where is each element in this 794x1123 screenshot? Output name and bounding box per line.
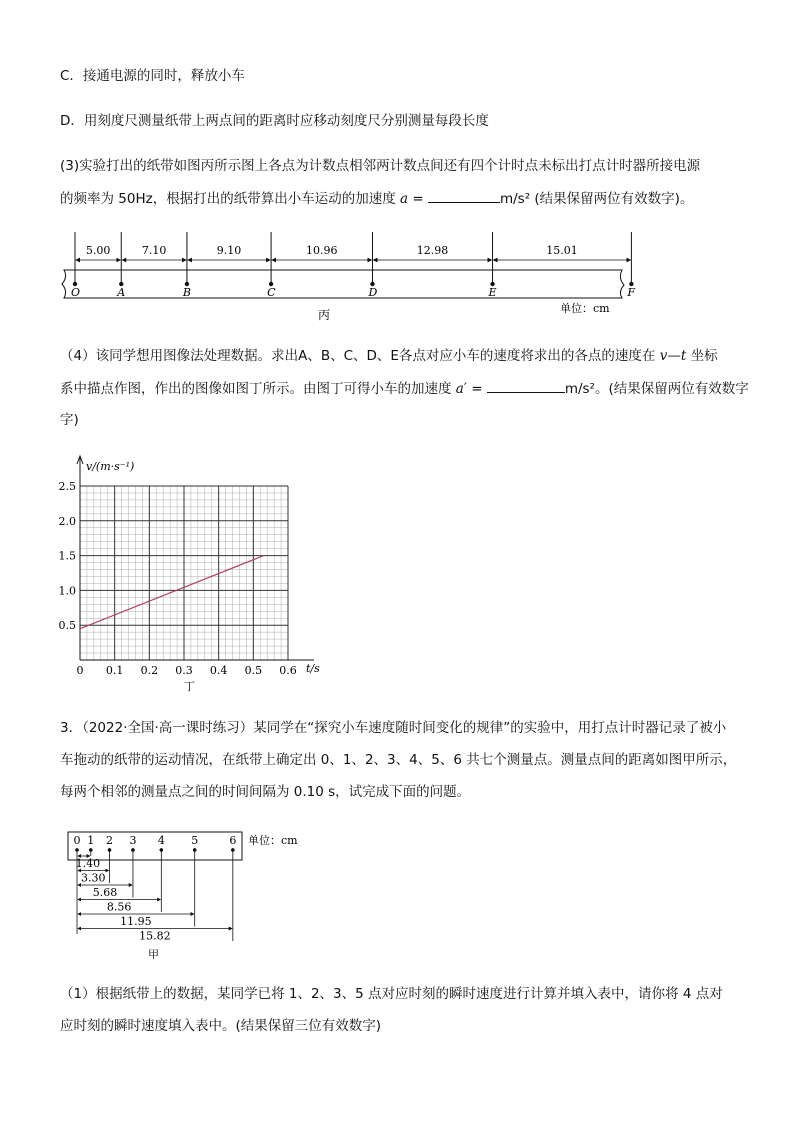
tape-segment-label: 9.10	[216, 244, 242, 257]
x-axis-label: t/s	[306, 662, 320, 675]
tape2-distance-label: 8.56	[106, 900, 132, 914]
q3-line2-post: m/s² (结果保留两位有效数字)。	[499, 191, 694, 207]
tape-figure-bing	[58, 226, 638, 326]
tape-figure-jia	[60, 826, 320, 966]
answer-blank-a[interactable]	[428, 188, 500, 203]
tape-unit: 单位：cm	[560, 302, 610, 315]
tape2-point-label: 5	[191, 834, 199, 847]
tape2-point-label: 4	[157, 834, 165, 847]
tape2-dot	[89, 848, 93, 852]
q4-line1-pre: （4）该同学想用图像法处理数据。求出A、B、C、D、E各点对应小车的速度将求出的各点的速度在	[60, 348, 660, 364]
q5-line1: 3．（2022·全国·高一课时练习）某同学在“探究小车速度随时间变化的规律”的实验中，用打点计时器记录了被小	[60, 720, 727, 736]
x-tick-label: 0.4	[209, 664, 228, 677]
vt-chart	[56, 450, 346, 700]
y-tick-label: 2.0	[58, 514, 76, 528]
option-c: C．接通电源的同时，释放小车	[60, 68, 245, 84]
tape-point-label: C	[267, 286, 276, 299]
tape-point-label: E	[488, 286, 497, 299]
tape2-point-label: 0	[73, 834, 81, 847]
tape2-caption: 甲	[148, 948, 159, 961]
tape2-dot	[160, 848, 164, 852]
y-tick-label: 0.5	[58, 619, 76, 633]
y-tick-label: 2.5	[58, 480, 76, 493]
tape2-distance-label: 15.82	[139, 929, 171, 943]
tape2-dot	[231, 848, 235, 852]
x-tick-label: 0.5	[244, 664, 263, 677]
tape2-point-label: 2	[106, 834, 114, 847]
tape-point-label: F	[627, 286, 636, 299]
tape2-distance-label: 5.68	[92, 886, 118, 899]
answer-blank-a-prime[interactable]	[487, 378, 565, 393]
q3-line2	[60, 188, 693, 209]
tape2-distance-label: 1.40	[75, 857, 101, 870]
q4-vt: v—t	[659, 348, 687, 364]
tape2-dot	[193, 848, 197, 852]
tape-segment-label: 12.98	[416, 244, 449, 257]
tape2-unit: 单位：cm	[248, 834, 298, 847]
tape-point-label: A	[117, 286, 126, 299]
y-axis-label: v/(m·s⁻¹)	[86, 460, 135, 473]
tape2-point-label: 1	[87, 834, 95, 847]
x-tick-label: 0.1	[105, 664, 124, 677]
tape2-point-label: 6	[229, 834, 237, 847]
chart-caption: 丁	[184, 680, 195, 693]
q4-line1	[60, 346, 718, 366]
tape2-dot	[131, 848, 135, 852]
q4-line1-post: 坐标	[686, 348, 718, 364]
tape-caption: 丙	[318, 308, 331, 322]
q4-var-a: a′	[455, 381, 467, 397]
q4-eq: =	[466, 381, 487, 397]
q3-line2-pre: 的频率为 50Hz，根据打出的纸带算出小车运动的加速度	[60, 191, 400, 207]
q5-line3: 每两个相邻的测量点之间的时间间隔为 0.10 s，试完成下面的问题。	[60, 784, 471, 800]
q6-line2: 应时刻的瞬时速度填入表中。(结果保留三位有效数字)	[60, 1018, 382, 1034]
q3-line1: (3)实验打出的纸带如图丙所示图上各点为计数点相邻两计数点间还有四个计时点未标出打点计时器所接电源	[60, 158, 701, 174]
option-d: D．用刻度尺测量纸带上两点间的距离时应移动刻度尺分别测量每段长度	[60, 113, 489, 129]
tape-point-label: O	[71, 286, 81, 299]
q5-line2: 车拖动的纸带的运动情况，在纸带上确定出 0、1、2、3、4、5、6 共七个测量点。测量点间的距离如图甲所示，	[60, 752, 737, 768]
tape2-distance-label: 3.30	[81, 871, 106, 885]
x-tick-label: 0.2	[140, 664, 159, 677]
x-tick-label: 0	[76, 664, 84, 677]
x-tick-label: 0.6	[279, 664, 297, 677]
q4-line2	[60, 378, 749, 399]
q6-line1: （1）根据纸带上的数据，某同学已将 1、2、3、5 点对应时刻的瞬时速度进行计算并填入表中，请你将 4 点对	[60, 986, 723, 1002]
q4-line2-pre: 系中描点作图，作出的图像如图丁所示。由图丁可得小车的加速度	[60, 381, 456, 397]
tape2-point-label: 3	[129, 834, 137, 847]
tape2-distance-label: 11.95	[120, 915, 152, 928]
tape-point-label: D	[368, 286, 378, 299]
tape2-dot	[75, 848, 79, 852]
y-tick-label: 1.0	[58, 584, 76, 598]
q4-line2-post: m/s²。(结果保留两位有效数字	[564, 381, 749, 397]
q3-var-a: a	[400, 191, 409, 207]
tape-segment-label: 7.10	[141, 244, 167, 257]
tape-segment-label: 5.00	[85, 244, 111, 257]
tape2-dot	[108, 848, 112, 852]
tape-segment-label: 15.01	[546, 244, 578, 257]
q3-eq: =	[408, 191, 428, 207]
tape-point-label: B	[182, 286, 192, 299]
y-tick-label: 1.5	[58, 549, 76, 563]
q4-line3: 字)	[60, 412, 79, 428]
x-tick-label: 0.3	[175, 664, 193, 677]
tape-segment-label: 10.96	[306, 244, 338, 257]
